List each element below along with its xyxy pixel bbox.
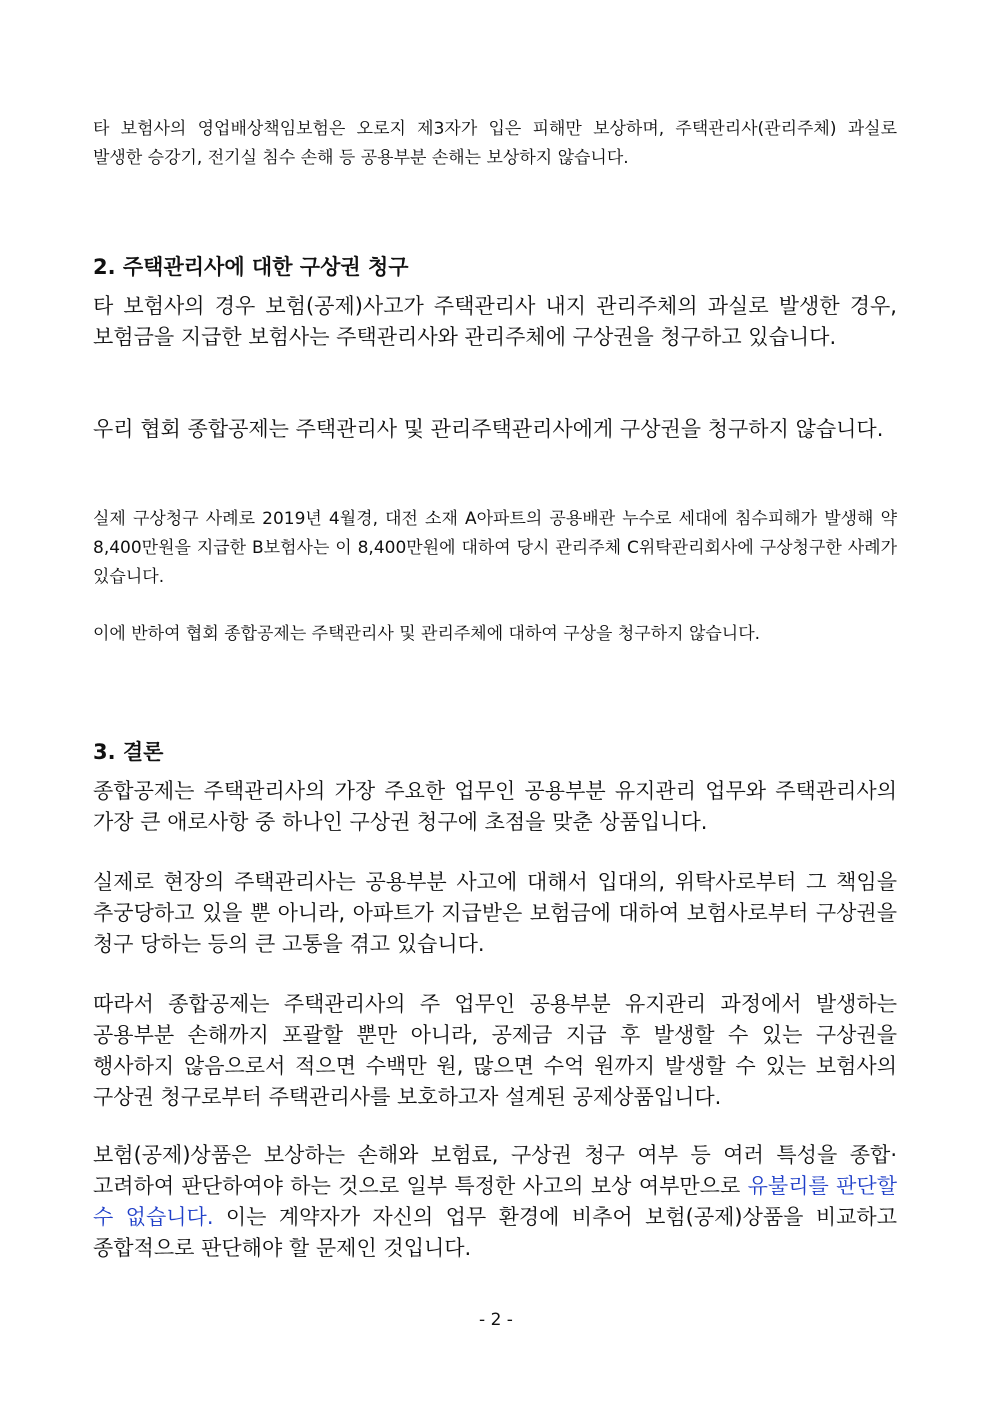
section-3-paragraph-3: 따라서 종합공제는 주택관리사의 주 업무인 공용부분 유지관리 과정에서 발생하는 공용부분 손해까지 포괄할 뿐만 아니라, 공제금 지급 후 발생할 수 있는 구상권을 행사하지 않음으로서 적으면 수백만 원, 많으면 수억 원까지 발생할 수 있는 보험사의 구상권 청구로부터 주택관리사를 보호하고자 설계된 공제상품입니다. [93, 992, 897, 1109]
section-2-paragraph-1: 타 보험사의 경우 보험(공제)사고가 주택관리사 내지 관리주체의 과실로 발생한 경우, 보험금을 지급한 보험사는 주택관리사와 관리주체에 구상권을 청구하고 있습니다. [93, 294, 897, 349]
section-3-paragraph-4-end: 이는 계약자가 자신의 업무 환경에 비추어 보험(공제)상품을 비교하고 종합적으로 판단해야 할 문제인 것입니다. [93, 1205, 898, 1260]
section-3-paragraph-4 [93, 1140, 897, 1264]
section-2-heading: 2. 주택관리사에 대한 구상권 청구 [93, 255, 409, 279]
highlighted-text: 유불리를 판단할 수 없습니다. [93, 1174, 897, 1229]
section-3-heading: 3. 결론 [93, 740, 164, 764]
section-3-paragraph-2: 실제로 현장의 주택관리사는 공용부분 사고에 대해서 입대의, 위탁사로부터 그 책임을 추궁당하고 있을 뿐 아니라, 아파트가 지급받은 보험금에 대하여 보험사로부터 구상권을 청구 당하는 등의 큰 고통을 겪고 있습니다. [93, 870, 897, 956]
section-2-paragraph-2: 우리 협회 종합공제는 주택관리사 및 관리주택관리사에게 구상권을 청구하지 않습니다. [93, 417, 884, 441]
section-3-paragraph-4-start: 보험(공제)상품은 보상하는 손해와 보험료, 구상권 청구 여부 등 여러 특성을 종합·고려하여 판단하여야 하는 것으로 일부 특정한 사고의 보상 여부만으로 [93, 1143, 897, 1198]
page-number: - 2 - [479, 1310, 513, 1330]
section-2-paragraph-4: 이에 반하여 협회 종합공제는 주택관리사 및 관리주체에 대하여 구상을 청구하지 않습니다. [93, 624, 761, 644]
section-2-paragraph-3: 실제 구상청구 사례로 2019년 4월경, 대전 소재 A아파트의 공용배관 누수로 세대에 침수피해가 발생해 약 8,400만원을 지급한 B보험사는 이 8,400만원에 대하여 당시 관리주체 C위탁관리회사에 구상청구한 사례가 있습니다. [93, 509, 897, 587]
intro-paragraph: 타 보험사의 영업배상책임보험은 오로지 제3자가 입은 피해만 보상하며, 주택관리사(관리주체) 과실로 발생한 승강기, 전기실 침수 손해 등 공용부분 손해는 보상하지 않습니다. [93, 119, 897, 168]
section-3-paragraph-1: 종합공제는 주택관리사의 가장 주요한 업무인 공용부분 유지관리 업무와 주택관리사의 가장 큰 애로사항 중 하나인 구상권 청구에 초점을 맞춘 상품입니다. [93, 779, 897, 834]
